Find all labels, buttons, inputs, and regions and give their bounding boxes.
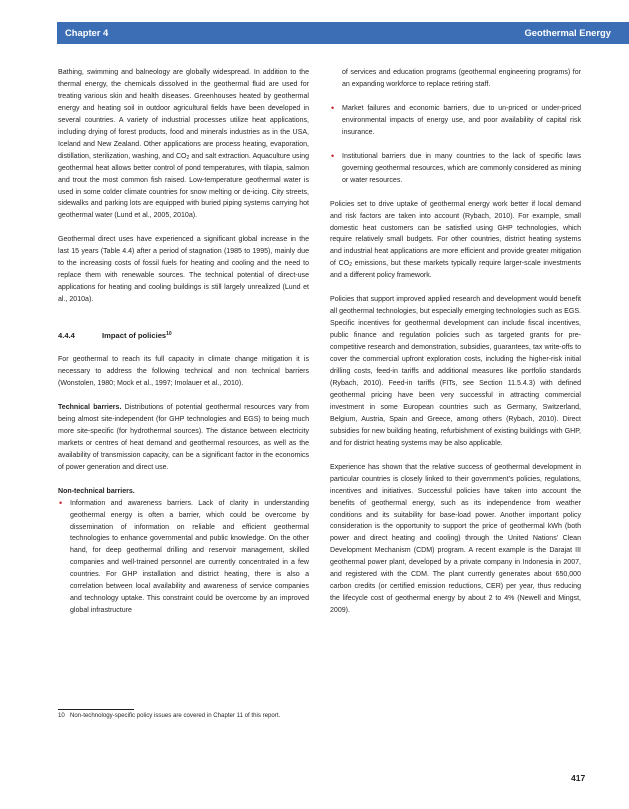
- bullet-continuation: of services and education programs (geothermal engineering programs) for an expanding workforce to replace retiring staff.: [342, 69, 581, 88]
- bullet-icon: •: [331, 150, 335, 161]
- page-number: 417: [571, 773, 586, 783]
- paragraph-direct-uses: Bathing, swimming and balneology are globally widespread. In addition to the thermal energy, the chemicals dissolved in the geothermal fluid are used for treating various skin and health diseases. Greenhouses heated by geothermal energy and heating soil in outdoor agricultural fields have been developed in several countries. A variety of industrial processes utilize heat applications, including drying of forest products, food and minerals industries as in the USA, Iceland and New Zealand. Other applications are process heating, evaporation, distillation, sterilization, washing, and $CO_2$ and salt extraction. Aquaculture using geothermal heat allows better control of pond temperatures, with tilapia, salmon and trout the most common fish raised. Low-temperature geothermal water is used in some colder climate countries for snow melting or de-icing. City streets, sidewalks and parking lots are equipped with buried piping systems carrying hot geothermal water (Lund et al., 2005, 2010a).: [58, 69, 309, 220]
- right-column: [330, 67, 581, 617]
- chapter-header-bar: [57, 22, 629, 44]
- bullet-market-failures: • Market failures and economic barriers, due to un-priced or under-priced environmental impacts of energy use, and poor availability of capital risk insurance.: [331, 102, 581, 136]
- paragraph-barriers-intro: For geothermal to reach its full capacity in climate change mitigation it is necessary to address the following technical and non technical barriers (Wonstolen, 1980; Mock et al., 1997; Imolauer et al., 2010).: [58, 356, 309, 387]
- bullet-icon: •: [331, 102, 335, 113]
- bullet-icon: •: [59, 497, 63, 508]
- paragraph-research-incentives: Policies that support improved applied research and development would benefit all geothermal technologies, but especially emerging technologies such as EGS. Specific incentives for geothermal development can include fiscal incentives, public finance and regulation policies such as targeted grants for pre-competitive research and demonstration, subsidies, guarantees, tax write-offs to cover the commercial upfront exploration costs, including the higher-risk initial drilling costs, feed-in tariffs and additional measures like portfolio standards (Rybach, 2010). Feed-in tariffs (FITs, see Section 11.5.4.3) with defined geothermal pricing have been very successful in attracting commercial investment in some European countries such as Germany, Switzerland, Belgium, Austria, Spain and Greece, among others (Rybach, 2010). Direct subsidies for new building heating, refurbishment of existing buildings with GHP, and for district heating systems may be also applicable.: [330, 296, 581, 447]
- paragraph-policies-uptake: Policies set to drive uptake of geothermal energy work better if local demand and risk factors are taken into account (Rybach, 2010). For example, small domestic heat customers can be satisfied using GHP technologies, which require relatively small budgets. For other countries, district heating systems and industrial heat applications are more efficient and provide greater mitigation of $CO_2$ emissions, but these markets typically require larger-scale investments and a different policy framework.: [330, 200, 581, 280]
- bullet-institutional-barriers: • Institutional barriers due in many countries to the lack of specific laws governing geothermal resources, which are commonly considered as mining or water resources.: [331, 150, 581, 184]
- bullet-information-barriers: • Information and awareness barriers. Lack of clarity in understanding geothermal energy is often a barrier, which could be overcome by dissemination of information on reliable and efficient geothermal technologies to enhance governmental and public knowledge. On the other hand, for deep geothermal drilling and reservoir management, skilled companies and well-trained personnel are currently concentrated in a few countries. For GHP installation and district heating, there is also a correlation between local availability and awareness of service companies and technology uptake. This constraint could be overcome by an improved global infrastructure: [59, 497, 309, 615]
- paragraph-global-increase: Geothermal direct uses have experienced a significant global increase in the last 15 years (Table 4.4) after a period of stagnation (1985 to 1995), mainly due to the increasing costs of fossil fuels for heating and cooling and the need to replace them with renewable sources. The technical potential of direct-use applications for heating and cooling buildings is still largely unrealized (Lund et al., 2010a).: [58, 236, 309, 304]
- chapter-title: Geothermal Energy: [524, 27, 611, 38]
- footnote-divider: [58, 709, 134, 710]
- paragraph-experience: Experience has shown that the relative success of geothermal development in particular countries is closely linked to their government’s policies, regulations, incentives and initiatives. Successful policies have taken into account the benefits of geothermal energy, such as its independence from weather conditions and its suitability for base-load power. Another important policy consideration is the opportunity to support the price of geothermal kWh (both power and direct heating and cooling) through the United Nations’ Clean Development Mechanism (CDM) program. A recent example is the Darajat III geothermal power plant, developed by a private company in Indonesia in 2007, and registered with the CDM. The plant currently generates about 650,000 carbon credits (or certified emission reductions, CER) per year, thus reducing the lifecycle cost of geothermal energy by about 2 to 4% (Newell and Mingst, 2009).: [330, 463, 581, 615]
- chapter-label: Chapter 4: [65, 27, 109, 38]
- paragraph-technical-barriers: Technical barriers. Distributions of potential geothermal resources vary from being almost site-independent (for GHP technologies and EGS) to being much more site-specific (for hydrothermal sources). The distance between electricity markets or centres of heat demand and geothermal resources, as well as the availability of transmission capacity, can be a significant factor in the economics of power generation and direct use.: [58, 403, 309, 471]
- left-column: [58, 67, 309, 617]
- non-technical-barriers-heading: Non-technical barriers.: [58, 487, 135, 495]
- section-heading: 4.4.4 Impact of policies$^{10}$: [58, 331, 172, 341]
- footnote: 10 Non-technology-specific policy issues are covered in Chapter 11 of this report.: [58, 712, 281, 719]
